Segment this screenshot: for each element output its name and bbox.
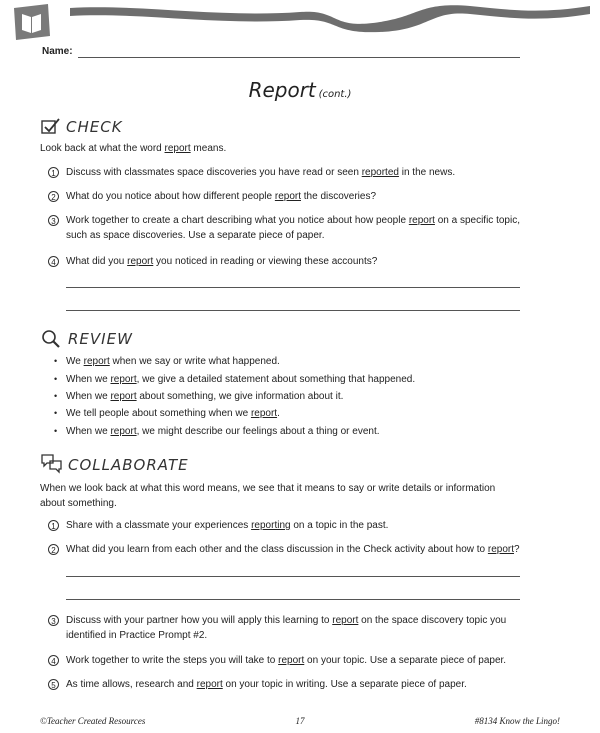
collaborate-item-number: 5	[48, 679, 59, 690]
review-item: We report when we say or write what happened.	[66, 356, 280, 367]
name-label: Name:	[42, 46, 73, 57]
collaborate-item: Share with a classmate your experiences reporting on a topic in the past.	[66, 520, 389, 531]
review-item: When we report about something, we give information about it.	[66, 391, 344, 402]
collaborate-item-number: 4	[48, 655, 59, 666]
check-item-number: 1	[48, 167, 59, 178]
collaborate-heading: COLLABORATE	[68, 456, 189, 474]
book-logo-icon	[14, 4, 50, 40]
collaborate-item: Discuss with your partner how you will apply this learning to report on the space discovery topic you identified in Practice Prompt #2.	[66, 615, 507, 641]
check-intro: Look back at what the word report means.	[40, 143, 227, 154]
check-item-number: 3	[48, 215, 59, 226]
page-title: Report (cont.)	[248, 78, 352, 102]
collaborate-intro: When we look back at what this word means, we see that it means to say or write details or information about something.	[40, 483, 496, 509]
collaborate-item-number: 1	[48, 520, 59, 531]
review-item: When we report, we might describe our feelings about a thing or event.	[66, 426, 380, 437]
review-item: We tell people about something when we report.	[66, 408, 280, 419]
footer-book-title: #8134 Know the Lingo!	[474, 716, 560, 726]
review-heading: REVIEW	[68, 330, 133, 348]
check-item: Discuss with classmates space discoveries you have read or seen reported in the news.	[66, 167, 456, 178]
answer-line[interactable]	[66, 287, 520, 288]
check-item-number: 4	[48, 256, 59, 267]
name-field-line[interactable]	[78, 57, 520, 58]
answer-line[interactable]	[66, 310, 520, 311]
check-item: Work together to create a chart describing what you notice about how people report on a specific topic, such as space discoveries. Use a separate piece of paper.	[66, 215, 520, 241]
collaborate-item-number: 2	[48, 544, 59, 555]
checkbox-check-icon	[40, 117, 62, 135]
collaborate-item: What did you learn from each other and the class discussion in the Check activity about how to report?	[66, 544, 520, 555]
check-item: What do you notice about how different people report the discoveries?	[66, 191, 377, 202]
collaborate-item-number: 3	[48, 615, 59, 626]
brush-stroke-decoration	[70, 5, 590, 32]
answer-line[interactable]	[66, 599, 520, 600]
review-item: When we report, we give a detailed statement about something that happened.	[66, 374, 416, 385]
collaborate-item: As time allows, research and report on your topic in writing. Use a separate piece of paper.	[66, 679, 467, 690]
header-banner	[0, 0, 600, 50]
magnifier-icon	[40, 328, 62, 350]
footer-page-number: 17	[295, 716, 305, 726]
collaborate-item: Work together to write the steps you will take to report on your topic. Use a separate piece of paper.	[66, 655, 507, 666]
answer-line[interactable]	[66, 576, 520, 577]
speech-bubbles-icon	[40, 452, 64, 474]
check-item: What did you report you noticed in reading or viewing these accounts?	[66, 256, 378, 267]
check-item-number: 2	[48, 191, 59, 202]
footer-copyright: ©Teacher Created Resources	[40, 716, 146, 726]
check-heading: CHECK	[66, 118, 123, 136]
